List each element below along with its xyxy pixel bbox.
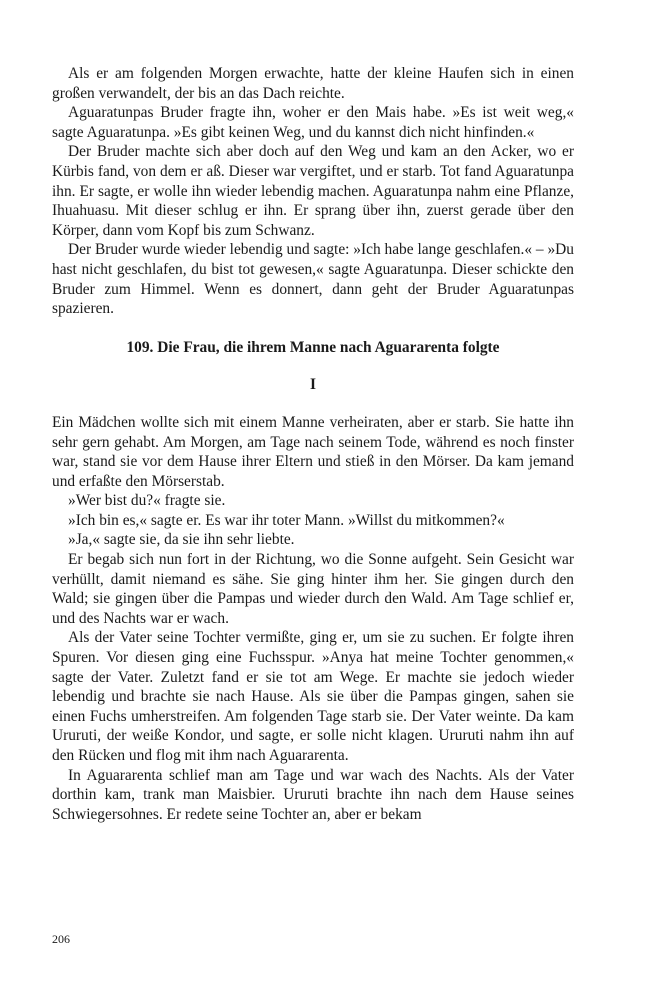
paragraph: Der Bruder machte sich aber doch auf den Weg und kam an den Acker, wo er Kürbis fand, von dem er aß. Dieser war vergiftet, und er starb. Tot fand Aguaratunpa ihn. Er sagte, er wolle ihn wieder lebendig machen. Aguaratunpa nahm eine Pflanze, Ihuahuasu. Mit dieser schlug er ihn. Er sprang über ihn, zuerst gerade über den Körper, dann vom Kopf bis zum Schwanz. (52, 143, 574, 239)
paragraph: Ein Mädchen wollte sich mit einem Manne verheiraten, aber er starb. Sie hatte ihn sehr gern gehabt. Am Morgen, am Tage nach seinem Tode, während es noch finster war, stand sie vor dem Hause ihrer Eltern und stieß in den Mörser. Da kam jemand und erfaßte den Mörserstab. (52, 413, 574, 490)
paragraph: Als der Vater seine Tochter vermißte, ging er, um sie zu suchen. Er folgte ihren Spuren. Vor diesen ging eine Fuchsspur. »Anya hat meine Tochter genommen,« sagte der Vater. Zuletzt fand er sie tot am Wege. Er machte sie jedoch wieder lebendig und brachte sie nach Hause. Als sie über die Pampas gingen, sahen sie einen Fuchs umherstreifen. Am folgenden Tage starb sie. Der Vater weinte. Da kam Ururuti, der weiße Kondor, und sagte, er solle nicht klagen. Ururuti nahm ihn auf den Rücken und flog mit ihm nach Aguararenta. (52, 629, 574, 764)
paragraph: Der Bruder wurde wieder lebendig und sagte: »Ich habe lange geschlafen.« – »Du hast nicht geschlafen, du bist tot gewesen,« sagte Aguaratunpa. Dieser schickte den Bruder zum Himmel. Wenn es donnert, dann geht der Bruder Aguaratunpas spazieren. (52, 241, 574, 318)
paragraph: »Ja,« sagte sie, da sie ihn sehr liebte. (68, 531, 295, 549)
paragraph: Er begab sich nun fort in der Richtung, wo die Sonne aufgeht. Sein Gesicht war verhüllt, damit niemand es sähe. Sie ging hinter ihm her. Sie gingen durch den Wald; sie gingen über die Pampas und wieder durch den Wald. Am Tage schlief er, und des Nachts war er wach. (52, 551, 574, 627)
paragraph: In Aguararenta schlief man am Tage und war wach des Nachts. Als der Vater dorthin kam, trank man Maisbier. Ururuti brachte ihn nach dem Hause seines Schwiegersohnes. Er redete seine Tochter an, aber er bekam (52, 766, 574, 823)
paragraph: »Wer bist du?« fragte sie. (68, 492, 226, 510)
paragraph: Aguaratunpas Bruder fragte ihn, woher er den Mais habe. »Es ist weit weg,« sagte Aguaratunpa. »Es gibt keinen Weg, und du kannst dich nicht hinfinden.« (52, 104, 574, 141)
part-number: I (310, 376, 316, 394)
paragraph: Als er am folgenden Morgen erwachte, hatte der kleine Haufen sich in einen großen verwandelt, der bis an das Dach reichte. (52, 65, 574, 102)
paragraph: »Ich bin es,« sagte er. Es war ihr toter Mann. »Willst du mitkommen?« (68, 511, 505, 529)
page-body (52, 64, 574, 824)
page-number: 206 (52, 932, 70, 946)
section-title: 109. Die Frau, die ihrem Manne nach Aguararenta folgte (126, 338, 500, 356)
